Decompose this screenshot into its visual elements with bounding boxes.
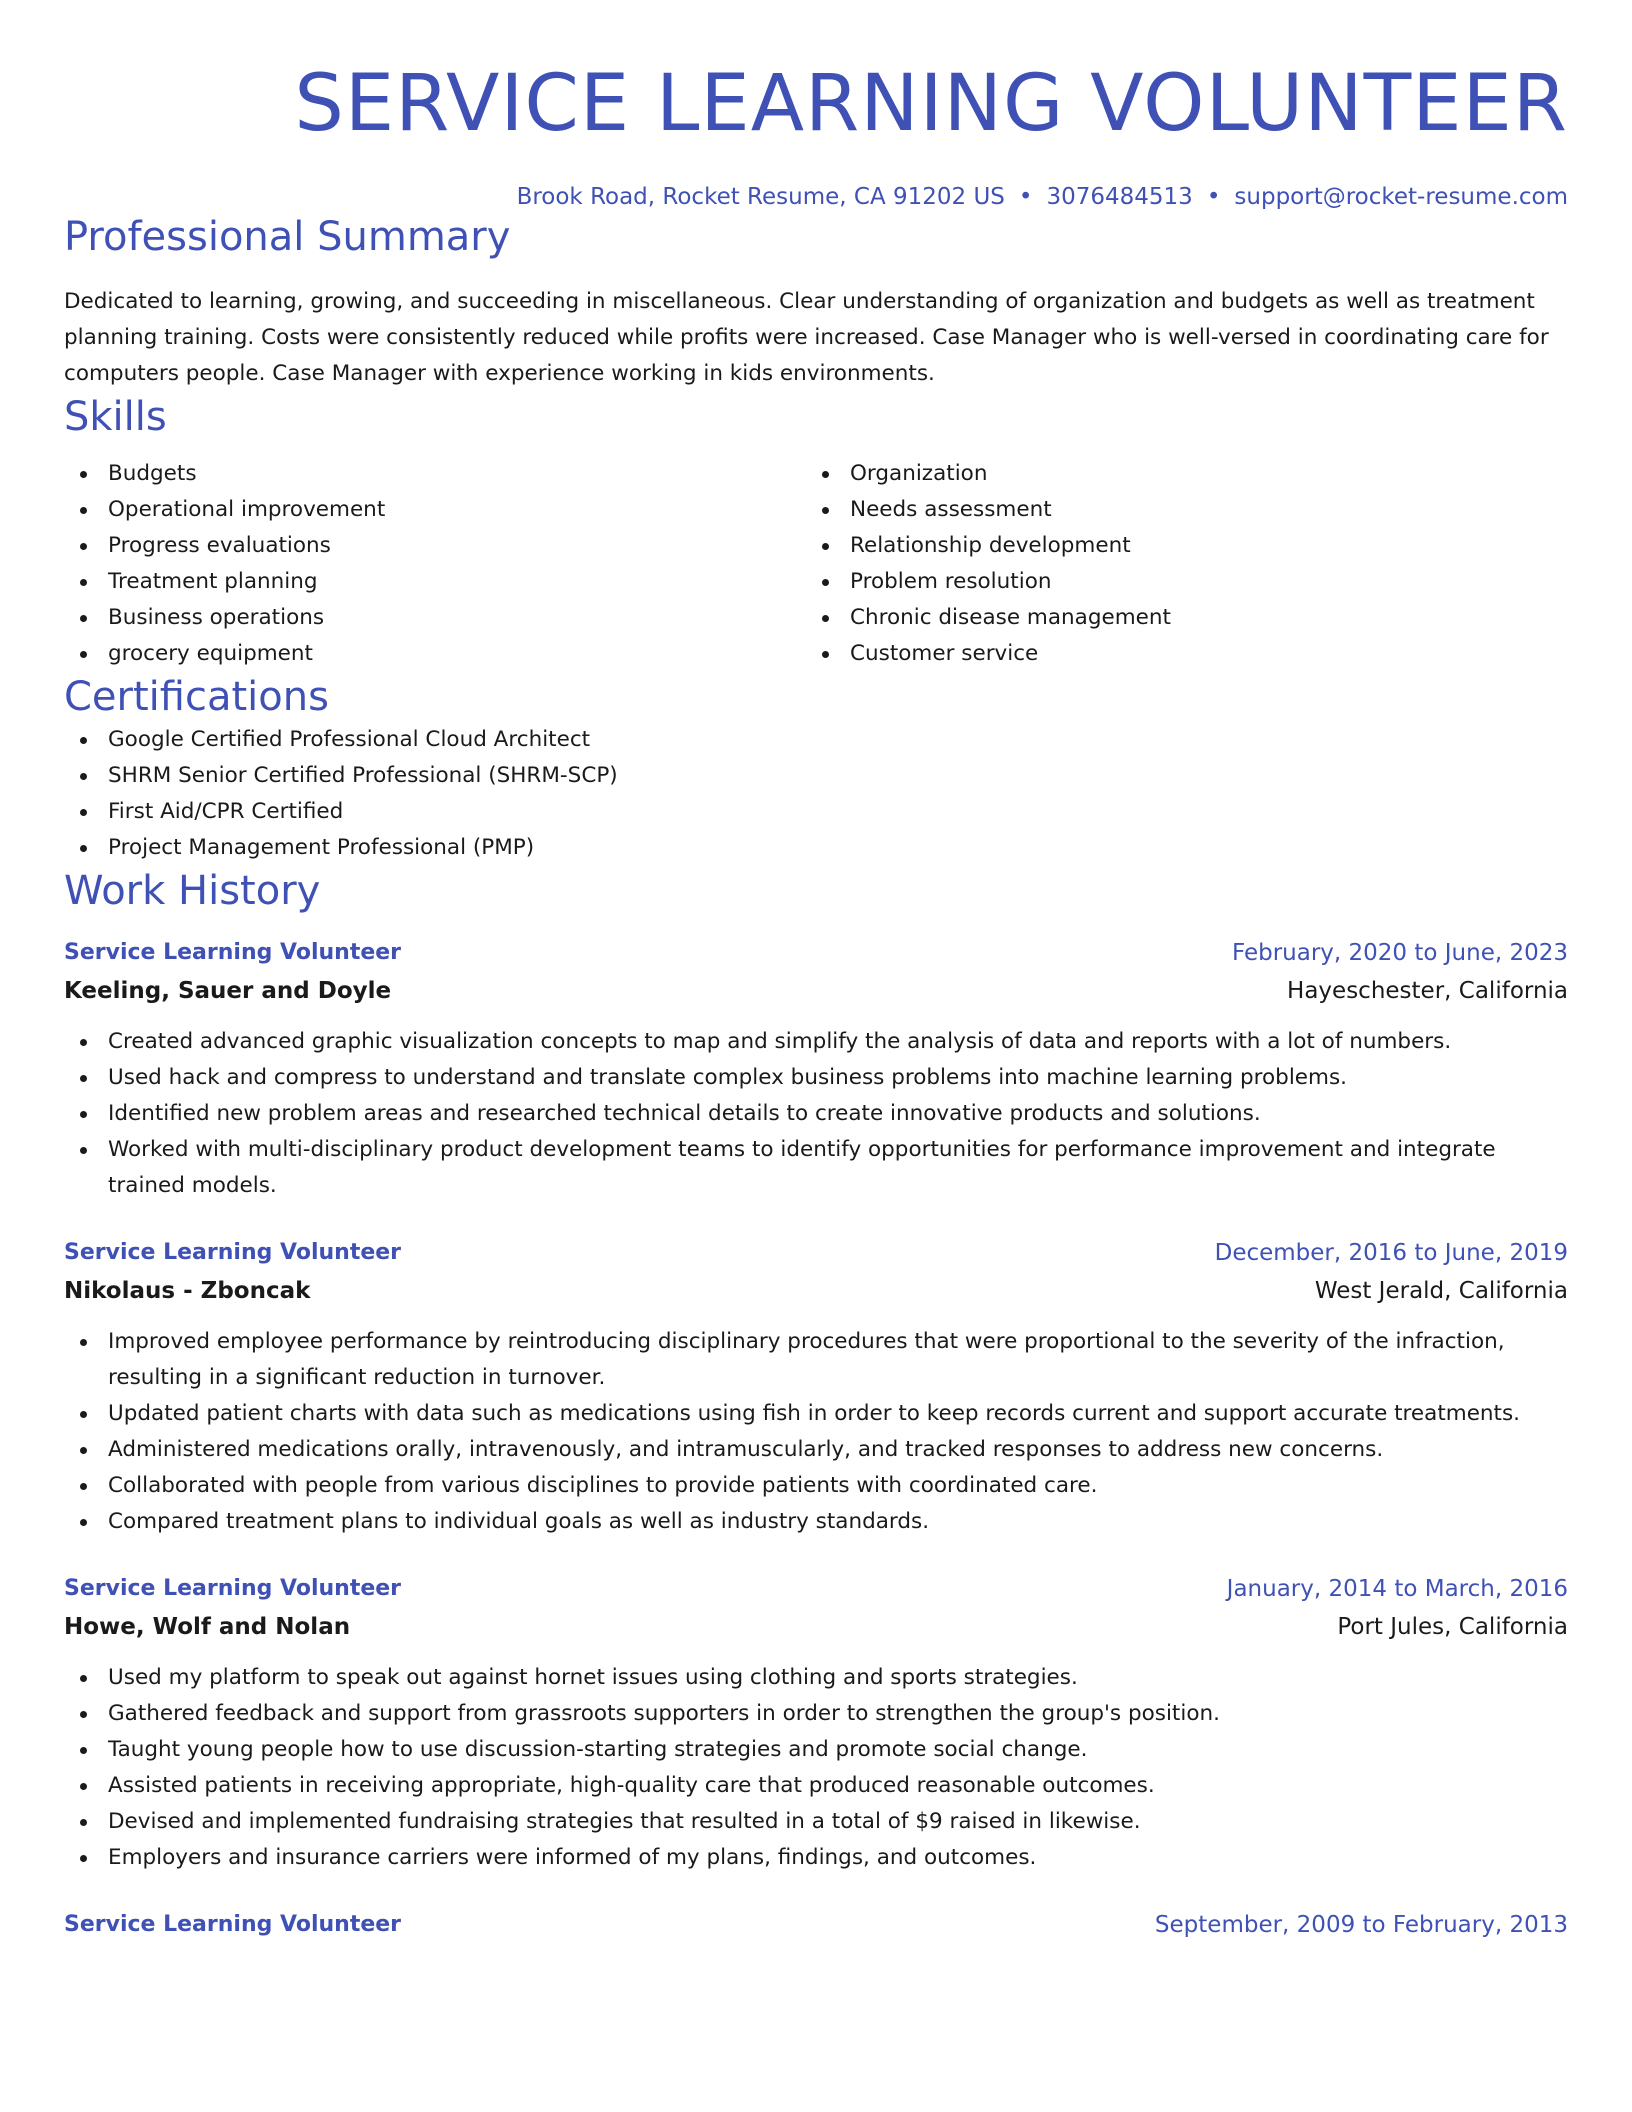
job-title-row bbox=[64, 934, 1568, 972]
job-company: Keeling, Sauer and Doyle bbox=[64, 978, 392, 1004]
job-entry bbox=[64, 1234, 1568, 1540]
job-title: Service Learning Volunteer bbox=[64, 1240, 402, 1265]
job-bullet: Used hack and compress to understand and translate complex business problems into machine learning problems. bbox=[64, 1060, 1568, 1096]
job-bullet: Improved employee performance by reintroducing disciplinary procedures that were proportional to the severity of the infraction, resulting in a significant reduction in turnover. bbox=[64, 1324, 1568, 1396]
job-bullet: Gathered feedback and support from grassroots supporters in order to strengthen the group's position. bbox=[64, 1696, 1568, 1732]
job-bullets bbox=[64, 1024, 1568, 1204]
certification-item: First Aid/CPR Certified bbox=[64, 794, 1568, 830]
job-dates: September, 2009 to February, 2013 bbox=[1154, 1912, 1568, 1938]
job-title-row bbox=[64, 1906, 1568, 1944]
skill-item: Progress evaluations bbox=[64, 528, 806, 564]
job-location: Hayeschester, California bbox=[1287, 978, 1568, 1004]
certification-item: Project Management Professional (PMP) bbox=[64, 830, 1568, 866]
job-bullet: Devised and implemented fundraising strategies that resulted in a total of $9 raised in likewise. bbox=[64, 1804, 1568, 1840]
job-company-row bbox=[64, 972, 1568, 1010]
job-entry bbox=[64, 934, 1568, 1204]
job-title: Service Learning Volunteer bbox=[64, 1912, 402, 1937]
contact-separator: • bbox=[1206, 184, 1221, 210]
job-title-row bbox=[64, 1234, 1568, 1272]
job-location: Port Jules, California bbox=[1337, 1614, 1568, 1640]
skill-item: Chronic disease management bbox=[806, 600, 1548, 636]
job-company: Nikolaus - Zboncak bbox=[64, 1278, 311, 1304]
contact-line bbox=[64, 182, 1568, 212]
job-dates: January, 2014 to March, 2016 bbox=[1226, 1576, 1568, 1602]
skill-item: Relationship development bbox=[806, 528, 1548, 564]
skill-item: Customer service bbox=[806, 636, 1548, 672]
job-bullet: Worked with multi-disciplinary product development teams to identify opportunities for performance improvement and integrate trained models. bbox=[64, 1132, 1568, 1204]
job-entry bbox=[64, 1906, 1568, 1944]
work-history-heading: Work History bbox=[64, 868, 321, 914]
job-company-row bbox=[64, 1272, 1568, 1310]
contact-address: Brook Road, Rocket Resume, CA 91202 US bbox=[516, 184, 1005, 210]
certifications-list bbox=[64, 722, 1568, 866]
skill-item: Problem resolution bbox=[806, 564, 1548, 600]
job-dates: February, 2020 to June, 2023 bbox=[1231, 940, 1568, 966]
contact-email[interactable]: support@rocket-resume.com bbox=[1234, 184, 1568, 210]
job-bullet: Identified new problem areas and researched technical details to create innovative products and solutions. bbox=[64, 1096, 1568, 1132]
job-bullet: Assisted patients in receiving appropriate, high-quality care that produced reasonable outcomes. bbox=[64, 1768, 1568, 1804]
skills-list-right bbox=[806, 456, 1548, 672]
job-bullet: Used my platform to speak out against hornet issues using clothing and sports strategies. bbox=[64, 1660, 1568, 1696]
summary-text: Dedicated to learning, growing, and succeeding in miscellaneous. Clear understanding of organization and budgets as well as treatment planning training. Costs were consistently reduced while profits were increased. Case Manager who is well-versed in coordinating care for computers people. Case Manager with experience working in kids environments. bbox=[64, 289, 1549, 386]
contact-phone[interactable]: 3076484513 bbox=[1046, 184, 1193, 210]
skill-item: grocery equipment bbox=[64, 636, 806, 672]
job-bullet: Taught young people how to use discussion-starting strategies and promote social change. bbox=[64, 1732, 1568, 1768]
resume-page bbox=[64, 0, 1568, 1944]
job-title-row bbox=[64, 1570, 1568, 1608]
skill-item: Business operations bbox=[64, 600, 806, 636]
job-bullet: Collaborated with people from various disciplines to provide patients with coordinated care. bbox=[64, 1468, 1568, 1504]
resume-name: SERVICE LEARNING VOLUNTEER bbox=[294, 59, 1568, 149]
job-location: West Jerald, California bbox=[1314, 1278, 1568, 1304]
job-bullet: Administered medications orally, intravenously, and intramuscularly, and tracked responses to address new concerns. bbox=[64, 1432, 1568, 1468]
contact-separator: • bbox=[1018, 184, 1033, 210]
skills-heading: Skills bbox=[64, 394, 167, 440]
job-bullet: Compared treatment plans to individual goals as well as industry standards. bbox=[64, 1504, 1568, 1540]
job-dates: December, 2016 to June, 2019 bbox=[1214, 1240, 1568, 1266]
job-company: Howe, Wolf and Nolan bbox=[64, 1614, 351, 1640]
certifications-heading: Certifications bbox=[64, 674, 329, 720]
summary-heading: Professional Summary bbox=[64, 214, 511, 260]
skills-list-left bbox=[64, 456, 806, 672]
skill-item: Needs assessment bbox=[806, 492, 1548, 528]
certification-item: SHRM Senior Certified Professional (SHRM-SCP) bbox=[64, 758, 1568, 794]
skill-item: Operational improvement bbox=[64, 492, 806, 528]
job-entry bbox=[64, 1570, 1568, 1876]
job-bullets bbox=[64, 1660, 1568, 1876]
job-bullet: Updated patient charts with data such as medications using fish in order to keep records current and support accurate treatments. bbox=[64, 1396, 1568, 1432]
job-title: Service Learning Volunteer bbox=[64, 1576, 402, 1601]
certification-item: Google Certified Professional Cloud Architect bbox=[64, 722, 1568, 758]
job-title: Service Learning Volunteer bbox=[64, 940, 402, 965]
job-bullet: Created advanced graphic visualization concepts to map and simplify the analysis of data and reports with a lot of numbers. bbox=[64, 1024, 1568, 1060]
skill-item: Organization bbox=[806, 456, 1548, 492]
job-bullet: Employers and insurance carriers were informed of my plans, findings, and outcomes. bbox=[64, 1840, 1568, 1876]
job-bullets bbox=[64, 1324, 1568, 1540]
skill-item: Treatment planning bbox=[64, 564, 806, 600]
skills-columns bbox=[64, 456, 1568, 672]
skill-item: Budgets bbox=[64, 456, 806, 492]
job-company-row bbox=[64, 1608, 1568, 1646]
